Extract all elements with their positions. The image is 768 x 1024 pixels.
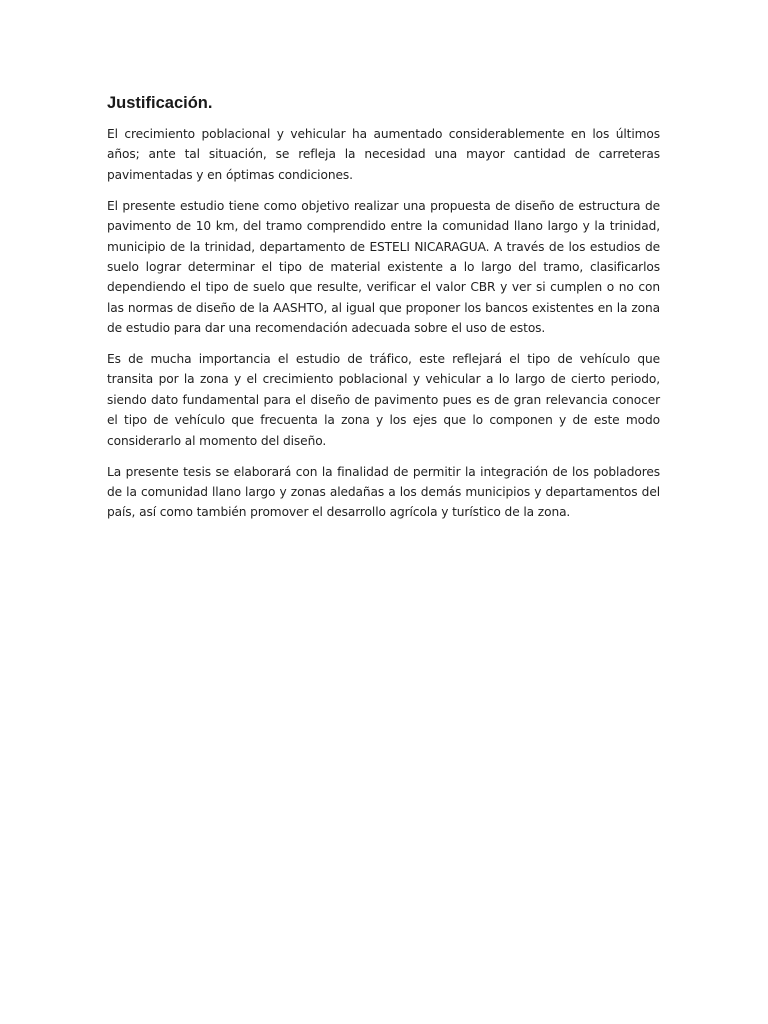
section-heading: Justificación. <box>107 94 213 112</box>
paragraph-traffic-study: Es de mucha importancia el estudio de tráfico, este reflejará el tipo de vehículo que transita por la zona y el crecimiento poblacional y vehicular a lo largo de cierto periodo, siendo dato fundamental para el diseño de pavimento pues es de gran relevancia conocer el tipo de vehículo que frecuenta la zona y los ejes que lo componen y de este modo considerarlo al momento del diseño. <box>107 352 660 448</box>
paragraph-objective: El presente estudio tiene como objetivo realizar una propuesta de diseño de estructura de pavimento de 10 km, del tramo comprendido entre la comunidad llano largo y la trinidad, municipio de la trinidad, departamento de ESTELI NICARAGUA. A través de los estudios de suelo lograr determinar el tipo de material existente a lo largo del tramo, clasificarlos dependiendo el tipo de suelo que resulte, verificar el valor CBR y ver si cumplen o no con las normas de diseño de la AASHTO, al igual que proponer los bancos existentes en la zona de estudio para dar una recomendación adecuada sobre el uso de estos. <box>107 198 660 336</box>
paragraph-purpose: La presente tesis se elaborará con la finalidad de permitir la integración de los pobladores de la comunidad llano largo y zonas aledañas a los demás municipios y departamentos del país, así como también promover el desarrollo agrícola y turístico de la zona. <box>107 464 660 520</box>
document-body <box>107 92 660 533</box>
paragraph-intro: El crecimiento poblacional y vehicular ha aumentado considerablemente en los últimos años; ante tal situación, se refleja la necesidad una mayor cantidad de carreteras pavimentadas y en óptimas condiciones. <box>107 127 660 182</box>
